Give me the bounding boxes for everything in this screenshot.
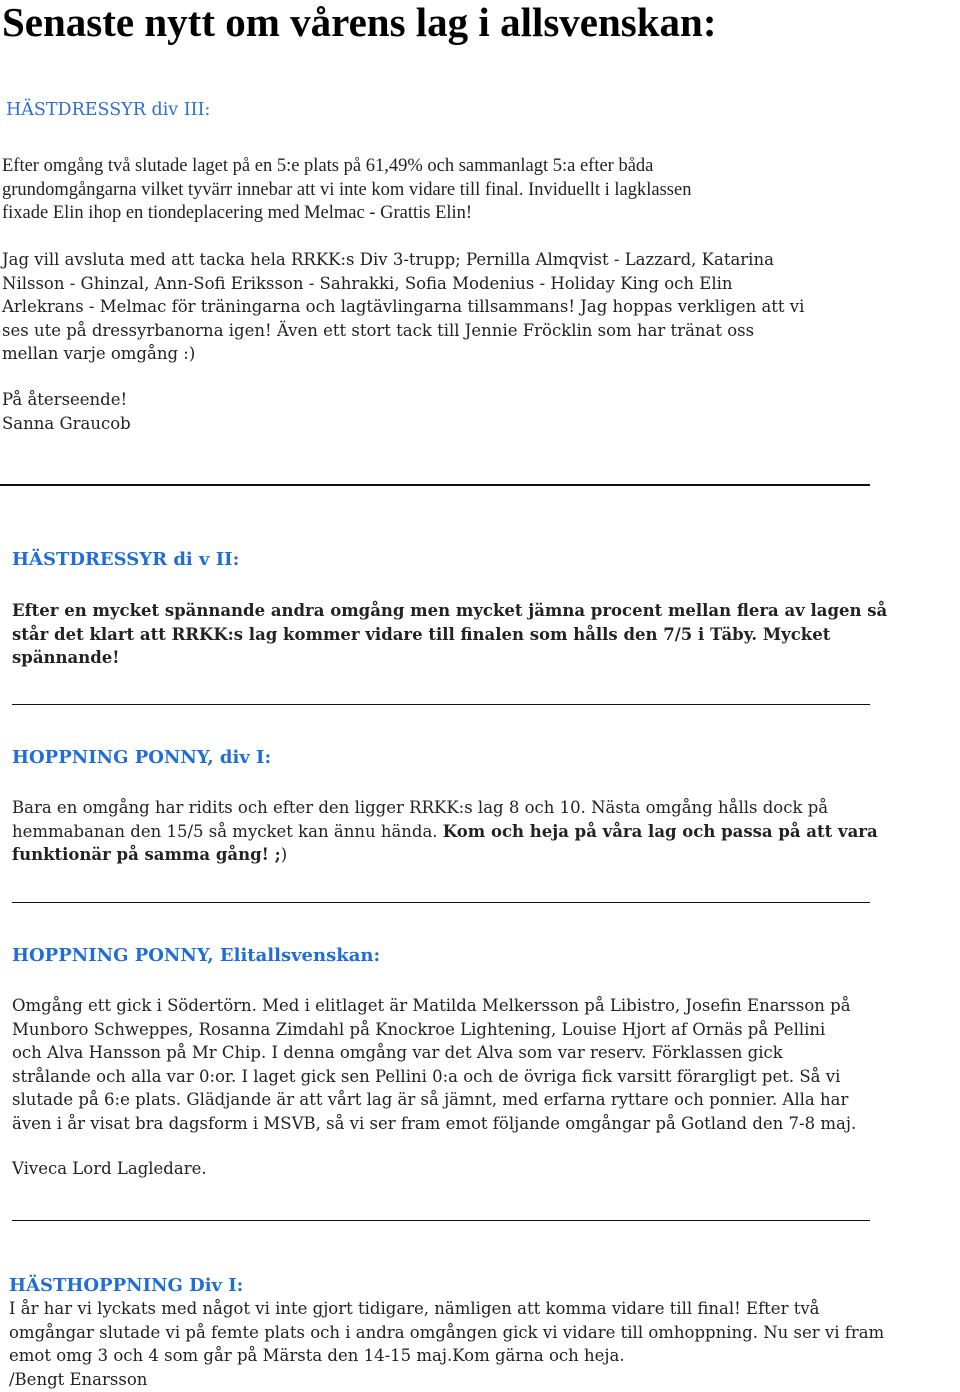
text-line: Omgång ett gick i Södertörn. Med i elitlaget är Matilda Melkersson på Libistro, Josefin Enarsson på <box>12 996 851 1015</box>
text-line: Arlekrans - Melmac för träningarna och lagtävlingarna tillsammans! Jag hoppas verkligen att vi <box>2 297 805 316</box>
text-span: hemmabanan den 15/5 så mycket kan ännu hända. <box>12 821 443 841</box>
text-line: grundomgångarna vilket tyvärr innebar att vi inte kom vidare till final. Inviduellt i lagklassen <box>2 179 692 200</box>
section-heading-hoppning-ponny-div1: HOPPNING PONNY, div I: <box>12 747 272 768</box>
signature-hoppning-ponny-elit: Viveca Lord Lagledare. <box>12 1159 207 1178</box>
text-line: På återseende! <box>2 390 128 409</box>
section-heading-hoppning-ponny-elit: HOPPNING PONNY, Elitallsvenskan: <box>12 945 381 966</box>
text-line: Efter omgång två slutade laget på en 5:e plats på 61,49% och sammanlagt 5:a efter båda <box>2 156 654 176</box>
text-line: och Alva Hansson på Mr Chip. I denna omgång var det Alva som var reserv. Förklassen gick <box>12 1043 783 1062</box>
paragraph-dressyr-div2 <box>12 599 952 670</box>
horizontal-divider <box>0 484 870 486</box>
text-line: slutade på 6:e plats. Glädjande är att vårt lag är så jämnt, med erfarna ryttare och ponnier. Alla har <box>12 1090 849 1109</box>
section-heading-hasthoppning-div1: HÄSTHOPPNING Div I: <box>9 1275 244 1296</box>
horizontal-divider <box>12 1220 870 1221</box>
text-span-bold: funktionär på samma gång! ; <box>12 845 281 864</box>
text-line: fixade Elin ihop en tiondeplacering med Melmac - Grattis Elin! <box>2 203 473 223</box>
paragraph-hasthoppning-div1 <box>9 1297 959 1391</box>
horizontal-divider <box>12 902 870 903</box>
signature-name: /Bengt Enarsson <box>9 1369 148 1389</box>
section-heading-dressyr-div2: HÄSTDRESSYR di v II: <box>12 549 240 570</box>
page-title: Senaste nytt om vårens lag i allsvenskan: <box>2 0 717 45</box>
paragraph-dressyr-div3-result <box>2 155 952 226</box>
section-heading-dressyr-div3: HÄSTDRESSYR div III: <box>6 100 211 120</box>
paragraph-dressyr-div3-thanks <box>2 248 952 366</box>
text-line: omgångar slutade vi på femte plats och i andra omgången gick vi vidare till omhoppning. Nu ser vi fram <box>9 1322 885 1342</box>
text-line: även i år visat bra dagsform i MSVB, så vi ser fram emot följande omgångar på Gotland den 7-8 maj. <box>12 1113 857 1133</box>
text-span: ) <box>280 845 288 864</box>
text-line: emot omg 3 och 4 som går på Märsta den 14-15 maj.Kom gärna och heja. <box>9 1346 625 1365</box>
text-line: Efter en mycket spännande andra omgång men mycket jämna procent mellan flera av lagen så <box>12 601 888 620</box>
text-line: I år har vi lyckats med något vi inte gjort tidigare, nämligen att komma vidare till final! Efter två <box>9 1299 820 1318</box>
text-line <box>12 843 952 867</box>
text-span-bold: Kom och heja på våra lag och passa på att vara <box>442 821 878 841</box>
text-line: Munboro Schweppes, Rosanna Zimdahl på Knockroe Lightening, Louise Hjort af Ornäs på Pellini <box>12 1019 826 1039</box>
paragraph-hoppning-ponny-elit <box>12 994 952 1135</box>
text-line: Jag vill avsluta med att tacka hela RRKK:s Div 3-trupp; Pernilla Almqvist - Lazzard, Katarina <box>2 250 774 269</box>
signature-name: Sanna Graucob <box>2 413 131 433</box>
horizontal-divider <box>12 704 870 705</box>
text-line: står det klart att RRKK:s lag kommer vidare till finalen som hålls den 7/5 i Täby. Mycket <box>12 624 831 644</box>
text-line: spännande! <box>12 648 120 667</box>
text-line: Bara en omgång har ridits och efter den ligger RRKK:s lag 8 och 10. Nästa omgång hålls dock på <box>12 798 829 817</box>
text-line: ses ute på dressyrbanorna igen! Även ett stort tack till Jennie Fröcklin som har tränat oss <box>2 320 755 340</box>
text-line <box>12 820 952 844</box>
text-line: mellan varje omgång :) <box>2 344 196 363</box>
signature-dressyr-div3 <box>2 388 402 435</box>
text-line: strålande och alla var 0:or. I laget gick sen Pellini 0:a och de övriga fick varsitt förargligt pet. Så vi <box>12 1066 841 1086</box>
text-line: Nilsson - Ghinzal, Ann-Sofi Eriksson - Sahrakki, Sofia Modenius - Holiday King och Elin <box>2 273 733 293</box>
paragraph-hoppning-ponny-div1 <box>12 796 952 867</box>
